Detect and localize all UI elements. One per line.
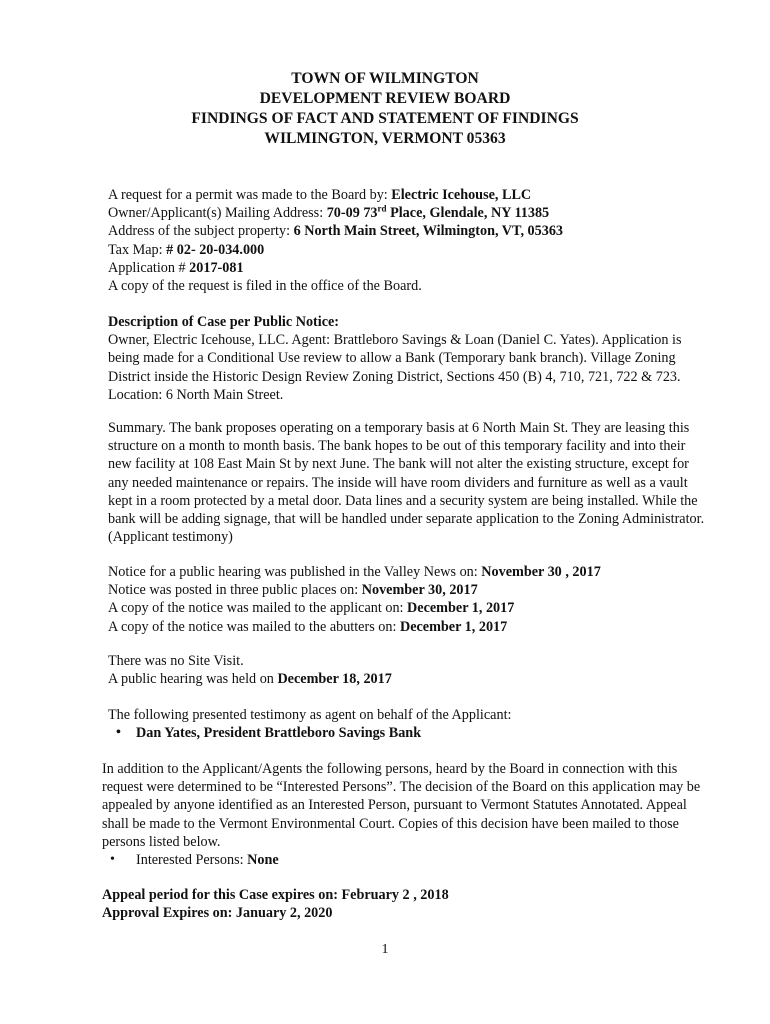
summary-section <box>108 419 708 546</box>
notice-posted-line: Notice was posted in three public places on: November 30, 2017 <box>108 582 478 599</box>
approval-expires-date: January 2, 2020 <box>235 905 333 922</box>
filed-note: A copy of the request is filed in the office of the Board. <box>108 278 422 295</box>
interested-paragraph: In addition to the Applicant/Agents the following persons, heard by the Board in connection with this request were determined to be “Interested Persons”. The decision of the Board on this application may be appealed by anyone identified as an Interested Person, pursuant to Vermont Statutes Annotated. Appeal shall be made to the Vermont Environmental Court. Copies of this decision have been mailed to those persons listed below. <box>102 761 701 850</box>
description-section <box>108 313 708 404</box>
tax-map-number: # 02- 20-034.000 <box>166 241 265 258</box>
notices-section <box>108 563 708 636</box>
property-address: 6 North Main Street, Wilmington, VT, 05363 <box>293 223 564 240</box>
testimony-intro: The following presented testimony as agent on behalf of the Applicant: <box>108 707 512 723</box>
approval-expires-line: Approval Expires on: January 2, 2020 <box>102 905 333 922</box>
application-number: 2017-081 <box>189 259 244 276</box>
mailing-address-line: Owner/Applicant(s) Mailing Address: 70-09 73rd Place, Glendale, NY 11385 <box>108 203 550 222</box>
appeal-section <box>102 886 702 922</box>
header-location: WILMINGTON, VERMONT 05363 <box>264 130 506 147</box>
testimony-section <box>108 706 708 742</box>
header-board: DEVELOPMENT REVIEW BOARD <box>259 90 511 107</box>
tax-map-line: Tax Map: # 02- 20-034.000 <box>108 241 265 258</box>
header-findings: FINDINGS OF FACT AND STATEMENT OF FINDINGS <box>191 110 579 127</box>
request-board-line: A request for a permit was made to the Board by: Electric Icehouse, LLC <box>108 187 532 203</box>
notice-published-line: Notice for a public hearing was published in the Valley News on: November 30 , 2017 <box>108 564 601 580</box>
notice-published-date: November 30 , 2017 <box>481 564 601 580</box>
testimony-agent: • Dan Yates, President Brattleboro Savings Bank <box>108 724 708 742</box>
header-town: TOWN OF WILMINGTON <box>291 70 479 87</box>
page-number: 1 <box>381 942 389 957</box>
applicant-name: Electric Icehouse, LLC <box>391 187 532 203</box>
description-heading: Description of Case per Public Notice: <box>108 314 340 330</box>
testimony-list <box>108 724 708 742</box>
interested-persons-value: None <box>247 852 279 869</box>
document-header <box>0 69 770 149</box>
property-address-line: Address of the subject property: 6 North Main Street, Wilmington, VT, 05363 <box>108 223 564 240</box>
notice-abutters-line: A copy of the notice was mailed to the abutters on: December 1, 2017 <box>108 618 508 635</box>
hearing-section <box>108 652 708 688</box>
appeal-period-date: February 2 , 2018 <box>341 887 449 903</box>
mailing-address: 70-09 73rd Place, Glendale, NY 11385 <box>326 203 550 222</box>
request-section <box>108 186 708 295</box>
notice-abutters-date: December 1, 2017 <box>399 618 508 635</box>
application-line: Application # 2017-081 <box>108 259 244 276</box>
interested-section <box>102 760 702 869</box>
interested-persons-item: • Interested Persons: None <box>102 851 702 869</box>
hearing-date: December 18, 2017 <box>277 671 392 688</box>
hearing-held-line: A public hearing was held on December 18, 2017 <box>108 671 392 688</box>
interested-list <box>102 851 702 869</box>
site-visit-note: There was no Site Visit. <box>108 653 244 669</box>
summary-text: Summary. The bank proposes operating on a temporary basis at 6 North Main St. They are leasing this structure on a month to month basis. The bank hopes to be out of this temporary facility and into their new facility at 108 East Main St by next June. The bank will not alter the existing structure, except for any needed maintenance or repairs. The inside will have room dividers and furniture as well as a vault kept in a room protected by a metal door. Data lines and a security system are being installed. While the bank will be adding signage, that will be handled under separate application to the Zoning Administrator. (Applicant testimony) <box>108 420 705 546</box>
appeal-period-line: Appeal period for this Case expires on: February 2 , 2018 <box>102 887 449 903</box>
notice-applicant-line: A copy of the notice was mailed to the applicant on: December 1, 2017 <box>108 600 515 617</box>
notice-applicant-date: December 1, 2017 <box>407 600 515 617</box>
description-body: Owner, Electric Icehouse, LLC. Agent: Brattleboro Savings & Loan (Daniel C. Yates). Application is being made for a Conditional Use review to allow a Bank (Temporary bank branch). Village Zoning District inside the Historic Design Review Zoning District, Sections 450 (B) 4, 710, 721, 722 & 723. Location: 6 North Main Street. <box>108 332 682 403</box>
notice-posted-date: November 30, 2017 <box>361 582 478 599</box>
